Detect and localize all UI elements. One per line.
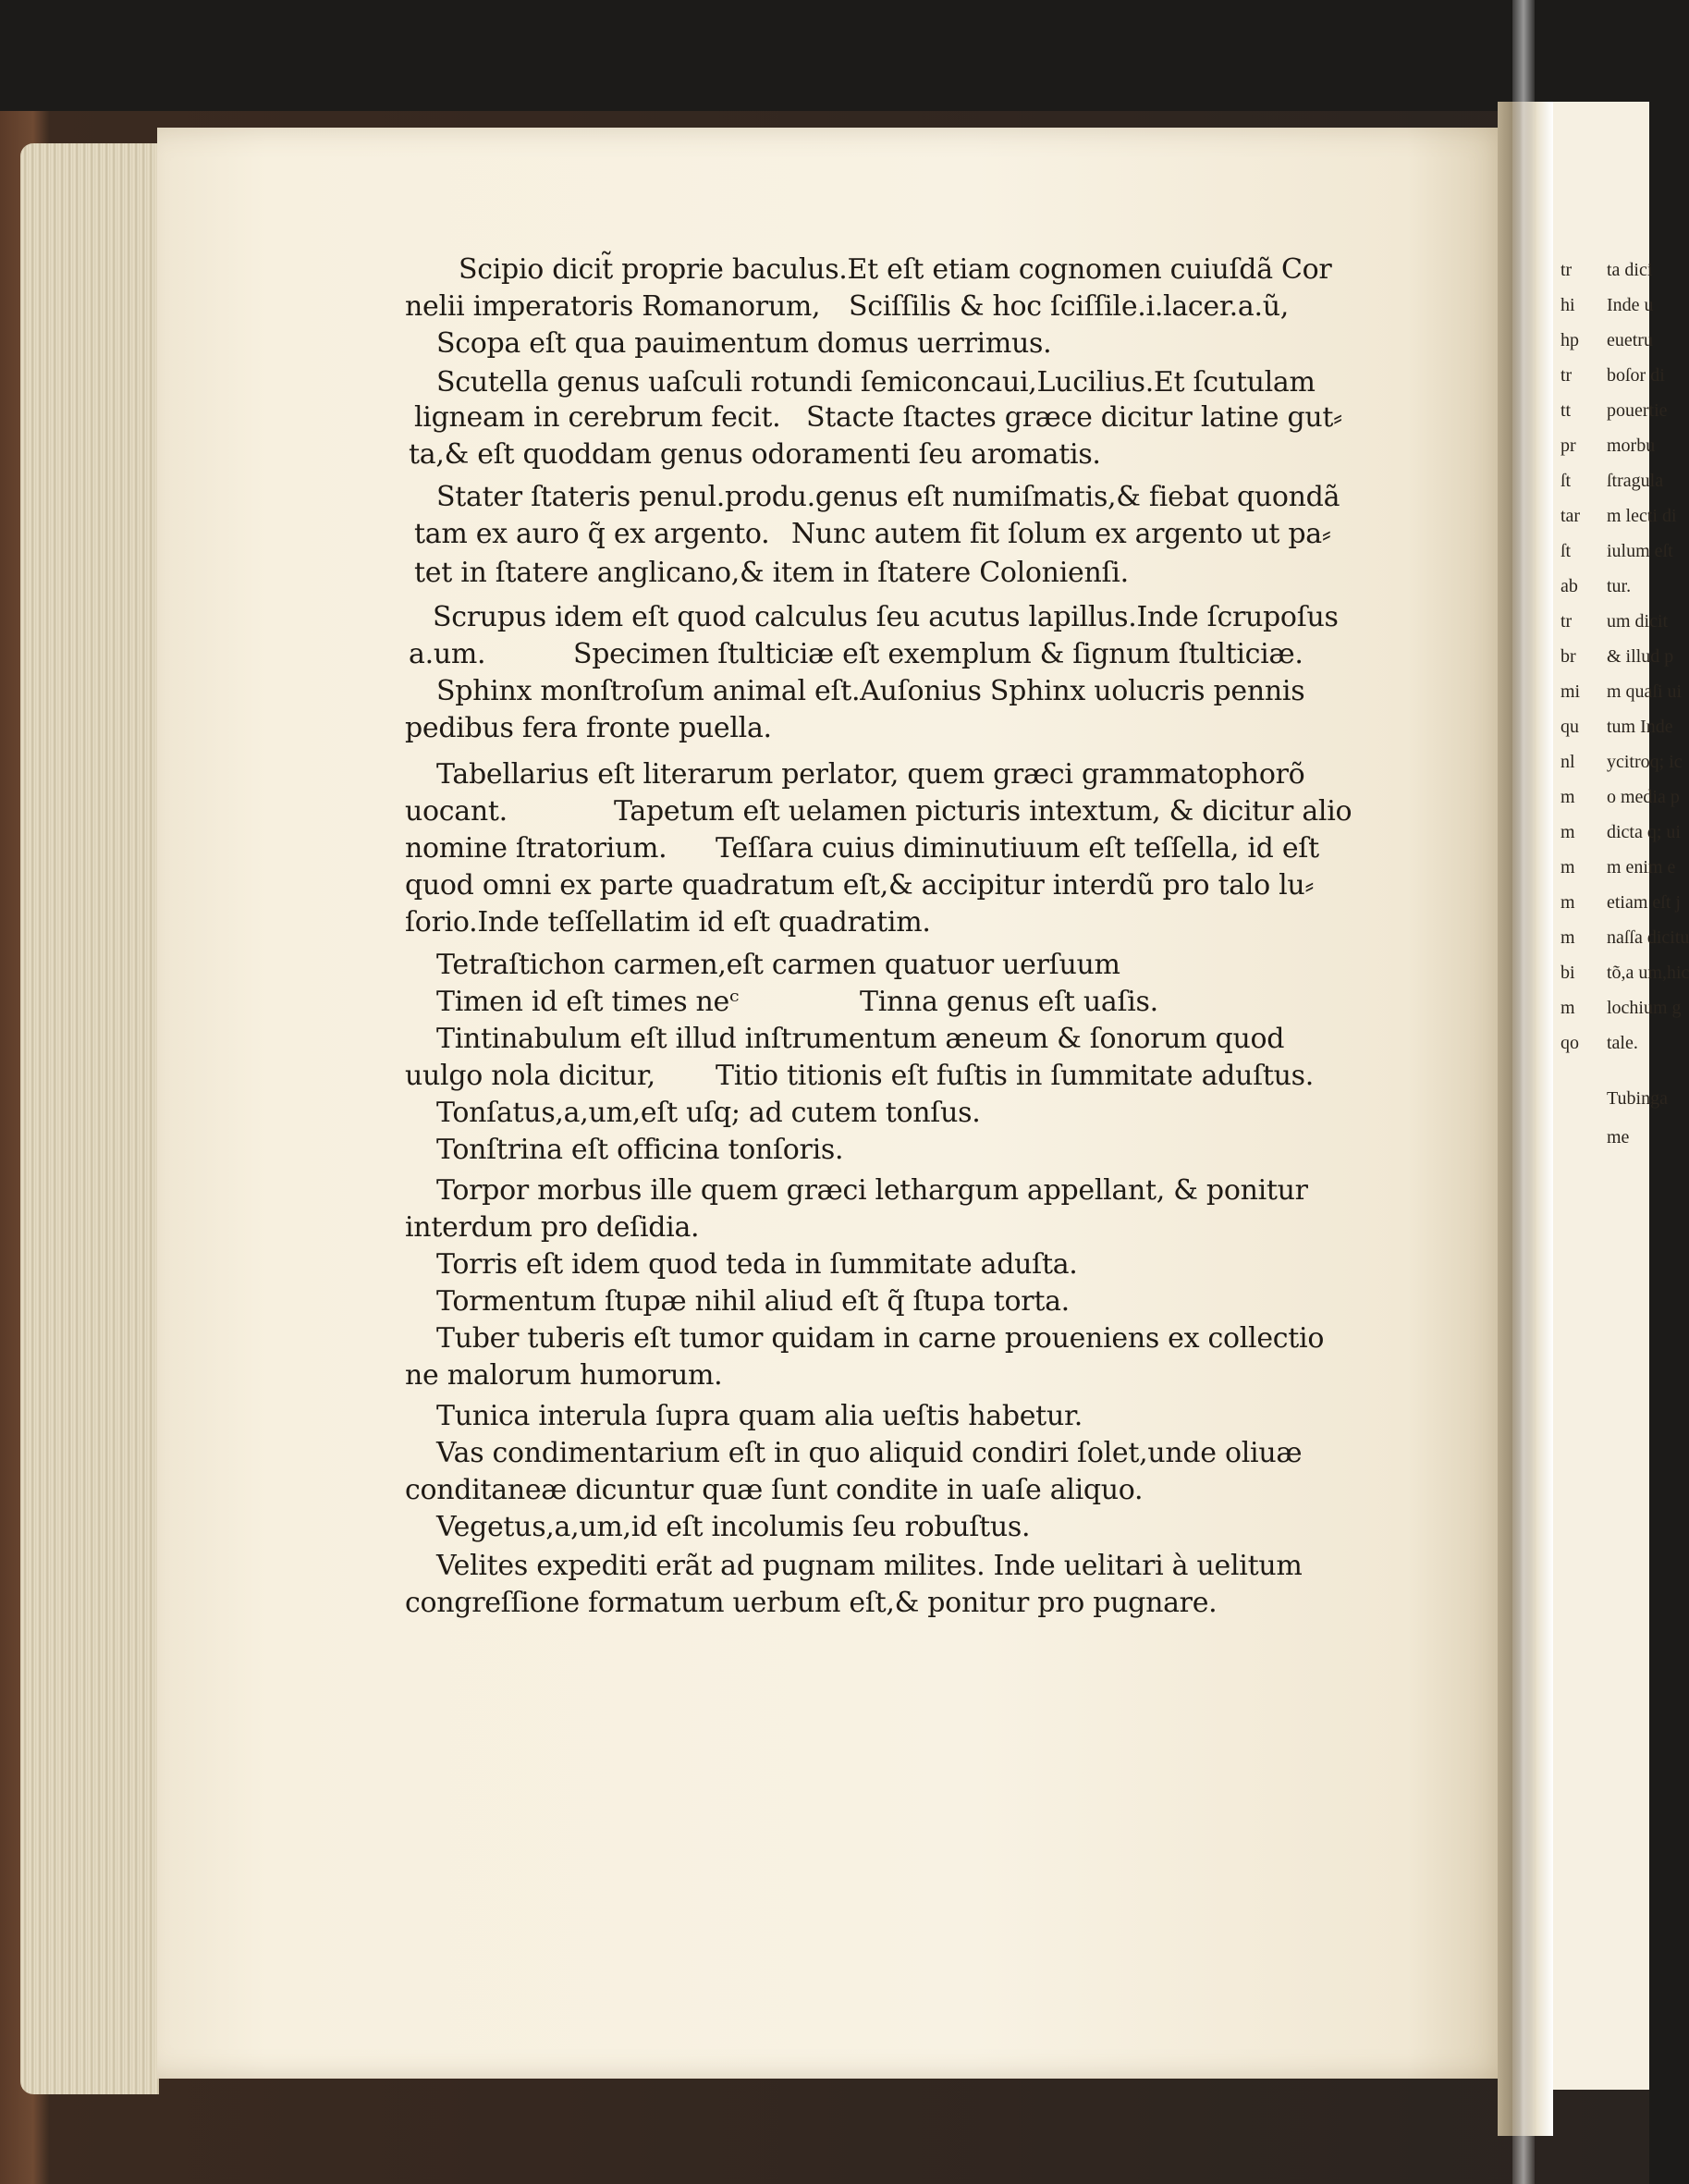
fragment-text: br bbox=[1560, 646, 1576, 667]
text-segment: congreſſione formatum uerbum eſt,& ponitur pro pugnare. bbox=[405, 1587, 1218, 1619]
text-segment: Teſſara cuius diminutiuum eſt teſſella, id eſt bbox=[716, 832, 1319, 865]
text-segment: Tonſtrina eſt officina tonſoris. bbox=[436, 1134, 844, 1166]
fragment-text: hp bbox=[1560, 330, 1579, 350]
text-line bbox=[436, 1320, 1376, 1357]
fragment-text: o media p bbox=[1607, 787, 1680, 807]
text-segment: Sciſſilis & hoc ſciſſile.i.lacer.a.ũ, bbox=[849, 290, 1289, 323]
text-segment: Titio titionis eſt fuſtis in ſummitate aduſtus. bbox=[716, 1060, 1314, 1092]
text-segment: Torpor morbus ille quem græci lethargum appellant, & ponitur bbox=[436, 1174, 1308, 1207]
text-segment: Tabellarius eſt literarum perlator, quem græci grammatophorõ bbox=[436, 758, 1305, 791]
text-segment: ta,& eſt quoddam genus odoramenti ſeu aromatis. bbox=[409, 438, 1101, 471]
fragment-text: iulum eſt bbox=[1607, 541, 1673, 561]
text-line bbox=[436, 364, 1376, 401]
text-segment: Tunica interula ſupra quam alia ueſtis habetur. bbox=[436, 1400, 1083, 1432]
text-line bbox=[414, 516, 1376, 553]
text-line bbox=[405, 1357, 1376, 1394]
text-segment: Torris eſt idem quod teda in ſummitate aduſta. bbox=[436, 1248, 1078, 1281]
fragment-text: Inde u bbox=[1607, 295, 1654, 315]
fragment-text: ſtragula bbox=[1607, 471, 1664, 491]
fragment-text: m enim e bbox=[1607, 857, 1676, 877]
fragment-text: ta dici bbox=[1607, 260, 1653, 280]
text-line bbox=[433, 599, 1376, 636]
text-line bbox=[436, 1095, 1376, 1132]
text-line bbox=[405, 1209, 1376, 1246]
text-line bbox=[405, 793, 1376, 830]
fragment-text: m bbox=[1560, 927, 1575, 948]
text-segment: pedibus fera fronte puella. bbox=[405, 712, 772, 744]
text-line bbox=[436, 1509, 1376, 1546]
text-segment: ſorio.Inde teſſellatim id eſt quadratim. bbox=[405, 906, 931, 939]
fragment-text: m bbox=[1560, 822, 1575, 842]
text-line bbox=[436, 1283, 1376, 1320]
right-page-fragment bbox=[1553, 102, 1689, 2090]
text-line bbox=[405, 288, 1376, 325]
fragment-text: m bbox=[1560, 892, 1575, 913]
text-segment: Stater ſtateris penul.produ.genus eſt numiſmatis,& fiebat quondã bbox=[436, 481, 1340, 513]
fragment-text: um dicit bbox=[1607, 611, 1669, 632]
fragment-text: m bbox=[1560, 857, 1575, 877]
text-segment: Scopa eſt qua pauimentum domus uerrimus. bbox=[436, 327, 1052, 360]
text-line bbox=[405, 710, 1376, 747]
text-segment: Tetraſtichon carmen,eſt carmen quatuor uerſuum bbox=[436, 949, 1120, 981]
fragment-text: ab bbox=[1560, 576, 1578, 596]
fragment-text: mi bbox=[1560, 681, 1581, 702]
text-segment: Nunc autem fit ſolum ex argento ut pa⸗ bbox=[791, 518, 1331, 550]
text-line bbox=[414, 555, 1376, 592]
text-line bbox=[459, 252, 1376, 288]
text-line bbox=[436, 1246, 1376, 1283]
text-line bbox=[436, 673, 1376, 710]
fragment-text: nl bbox=[1560, 752, 1575, 772]
text-line bbox=[436, 1021, 1376, 1058]
fragment-text: euetru bbox=[1607, 330, 1653, 350]
text-segment: Tormentum ſtupæ nihil aliud eſt q̃ ſtupa torta. bbox=[436, 1285, 1070, 1318]
fragment-text: tt bbox=[1560, 400, 1572, 421]
fragment-text: ſt bbox=[1560, 471, 1572, 491]
text-segment: interdum pro deſidia. bbox=[405, 1211, 700, 1244]
text-line bbox=[409, 436, 1376, 473]
text-segment: ligneam in cerebrum fecit. bbox=[414, 401, 781, 434]
fragment-text: pr bbox=[1560, 436, 1576, 456]
text-line bbox=[436, 984, 1376, 1021]
text-line bbox=[436, 1548, 1376, 1585]
fragment-text: etiam eſt j bbox=[1607, 892, 1681, 913]
fragment-text: pouertie bbox=[1607, 400, 1668, 421]
fragment-text: ycitroq; ic bbox=[1607, 752, 1683, 772]
text-segment: Velites expediti erãt ad pugnam milites. Inde uelitari à uelitum bbox=[436, 1550, 1303, 1582]
fragment-text: m bbox=[1560, 998, 1575, 1018]
fragment-text: tum Inde bbox=[1607, 717, 1673, 737]
text-segment: Tintinabulum eſt illud inſtrumentum æneum & ſonorum quod bbox=[436, 1023, 1285, 1055]
text-segment: Scutella genus uaſculi rotundi ſemiconcaui,Lucilius.Et ſcutulam bbox=[436, 366, 1316, 399]
fragment-text: Tubinga bbox=[1607, 1088, 1668, 1109]
text-line bbox=[436, 947, 1376, 984]
text-line bbox=[436, 1132, 1376, 1169]
text-line bbox=[405, 1058, 1376, 1095]
text-line bbox=[405, 867, 1376, 904]
fragment-text: tr bbox=[1560, 365, 1573, 386]
fragment-text: tar bbox=[1560, 506, 1581, 526]
text-segment: Scipio dicit̃ proprie baculus.Et eſt etiam cognomen cuiuſdã Cor bbox=[459, 253, 1332, 286]
fragment-text: m quaſi ui bbox=[1607, 681, 1683, 702]
text-segment: quod omni ex parte quadratum eſt,& accipitur interdũ pro talo lu⸗ bbox=[405, 869, 1315, 902]
text-segment: Timen id eſt times neᶜ bbox=[436, 986, 740, 1018]
fragment-text: tõ,a um,hic bbox=[1607, 963, 1689, 983]
fragment-text: morbu bbox=[1607, 436, 1656, 456]
text-segment: nomine ſtratorium. bbox=[405, 832, 667, 865]
fragment-text: bi bbox=[1560, 963, 1575, 983]
text-line bbox=[436, 756, 1376, 793]
fragment-text: lochium g bbox=[1607, 998, 1682, 1018]
text-line bbox=[409, 636, 1376, 673]
text-segment: conditaneæ dicuntur quæ ſunt condite in uaſe aliquo. bbox=[405, 1474, 1144, 1506]
text-segment: Sphinx monſtroſum animal eſt.Auſonius Sphinx uolucris pennis bbox=[436, 675, 1305, 707]
fragment-text: hi bbox=[1560, 295, 1575, 315]
text-line bbox=[405, 1585, 1376, 1622]
fragment-text: & illud p bbox=[1607, 646, 1674, 667]
fragment-text: tur. bbox=[1607, 576, 1632, 596]
text-line bbox=[436, 1172, 1376, 1209]
text-segment: ne malorum humorum. bbox=[405, 1359, 723, 1392]
fragment-text: tr bbox=[1560, 611, 1573, 632]
text-line bbox=[436, 479, 1376, 516]
fragment-text: naſſa dicitu bbox=[1607, 927, 1689, 948]
text-segment: tam ex auro q̃ ex argento. bbox=[414, 518, 770, 550]
text-segment: uulgo nola dicitur, bbox=[405, 1060, 655, 1092]
text-segment: a.um. bbox=[409, 638, 486, 670]
fragment-text: dicta q; ui bbox=[1607, 822, 1681, 842]
fragment-text: me bbox=[1607, 1127, 1630, 1147]
page-clip bbox=[1512, 0, 1535, 2184]
page-edges bbox=[20, 143, 159, 2094]
text-segment: Scrupus idem eſt quod calculus ſeu acutus lapillus.Inde ſcrupoſus bbox=[433, 601, 1339, 633]
text-segment: Tapetum eſt uelamen picturis intextum, & dicitur alio bbox=[614, 795, 1352, 828]
text-segment: Vas condimentarium eſt in quo aliquid condiri ſolet,unde oliuæ bbox=[436, 1437, 1303, 1469]
text-segment: Tonſatus,a,um,eſt uſq; ad cutem tonſus. bbox=[436, 1097, 981, 1129]
fragment-text: ſt bbox=[1560, 541, 1572, 561]
fragment-text: m lecti di bbox=[1607, 506, 1677, 526]
text-segment: Specimen ſtulticiæ eſt exemplum & ſignum ſtulticiæ. bbox=[573, 638, 1303, 670]
text-line bbox=[436, 1398, 1376, 1435]
text-line bbox=[405, 830, 1376, 867]
fragment-text: m bbox=[1560, 787, 1575, 807]
fragment-text: tr bbox=[1560, 260, 1573, 280]
text-line bbox=[436, 325, 1376, 362]
text-segment: Tuber tuberis eſt tumor quidam in carne proueniens ex collectio bbox=[436, 1322, 1325, 1355]
text-segment: Tinna genus eſt uaſis. bbox=[860, 986, 1158, 1018]
text-line bbox=[436, 1435, 1376, 1472]
text-line bbox=[405, 904, 1376, 941]
text-segment: nelii imperatoris Romanorum, bbox=[405, 290, 821, 323]
text-line bbox=[405, 1472, 1376, 1509]
text-segment: tet in ſtatere anglicano,& item in ſtatere Colonienſi. bbox=[414, 557, 1129, 589]
text-segment: uocant. bbox=[405, 795, 508, 828]
fragment-text: boſor di bbox=[1607, 365, 1665, 386]
text-line bbox=[414, 399, 1376, 436]
text-segment: Vegetus,a,um,id eſt incolumis ſeu robuſtus. bbox=[436, 1511, 1031, 1543]
fragment-text: qo bbox=[1560, 1033, 1579, 1053]
fragment-text: tale. bbox=[1607, 1033, 1638, 1053]
fragment-text: qu bbox=[1560, 717, 1579, 737]
text-segment: Stacte ſtactes græce dicitur latine gut⸗ bbox=[806, 401, 1342, 434]
